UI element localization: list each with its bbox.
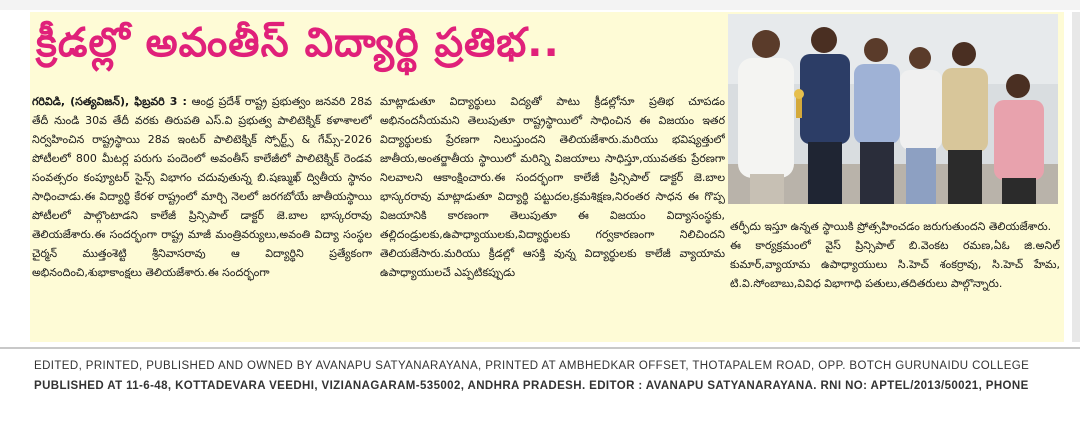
column-3-paragraph-2: ఈ కార్యక్రమంలో వైస్ ప్రిన్సిపాల్ బి.వెంకట రమణ,ఏఓ జి.అనిల్ కుమార్,వ్యాయామ ఉపాధ్యాయులు సి.హెచ్ శంకర్రావు, సి.హెచ్ హేమ, టి.వి.సోంబాబు,వివిధ విభాగాధి పతులు,తదితరులు పాల్గొన్నారు. bbox=[730, 239, 1060, 290]
group-photo-image bbox=[728, 14, 1058, 204]
article-photo bbox=[728, 14, 1058, 204]
imprint-line-1: EDITED, PRINTED, PUBLISHED AND OWNED BY AVANAPU SATYANARAYANA, PRINTED AT AMBHEDKAR OFFSET, THOTAPALEM ROAD, OPP. BOTCH GURUNAIDU COLLEGE bbox=[34, 360, 1030, 372]
article-headline: క్రీడల్లో అవంతీస్ విద్యార్థి ప్రతిభ.. bbox=[36, 20, 560, 66]
dateline: గరివిడి, (సత్యవిజన్), ఫిబ్రవరి 3 : bbox=[32, 95, 187, 108]
article-column-3 bbox=[730, 217, 1060, 342]
article-column-1 bbox=[32, 92, 372, 342]
top-strip bbox=[0, 0, 1080, 10]
column-3-paragraph-1: తర్ఫీదు ఇస్తూ ఉన్నత స్థాయికి ప్రోత్సహించడం జరుగుతుందని తెలియజేశారు. bbox=[730, 220, 1052, 233]
column-1-text: ఆంధ్ర ప్రదేశ్ రాష్ట్ర ప్రభుత్వం జనవరి 28వ తేదీ నుండి 30వ తేదీ వరకు తిరుపతి ఎస్.వి ప్రభుత్వ పాలిటెక్నిక్ కళాశాలలో నిర్వహించిన రాష్ట్రస్థాయి 28వ ఇంటర్ పాలిటెక్నిక్ స్పోర్ట్స్ & గేమ్స్-2026 పోటీలలో 800 మీటర్ల పరుగు పందెంలో అవంతీస్ కాలేజీలో పాలిటెక్నిక్ రెండవ సంవత్సరం కంప్యూటర్ సైన్స్ విభాగం చదువుతున్న బి.షణ్ముఖ్ ద్వితీయ స్థానం సాధించాడు.ఈ విద్యార్థి కేరళ రాష్ట్రంలో మార్చి నెలలో జరగబోయే జాతీయస్థాయి పోటీలలో పాల్గొంటాడని కాలేజీ ప్రిన్సిపాల్ డాక్టర్ జె.బాల భాస్కరరావు తెలియజేశారు.ఈ సందర్భంగా రాష్ట్ర మాజీ మంత్రివర్యులు,అవంతి విద్యా సంస్థల చైర్మన్ ముత్తంశెట్టి శ్రీనివాసరావు ఆ విద్యార్థిని ప్రత్యేకంగా అభినందించి,శుభాకాంక్షలు తెలియజేశారు.ఈ సందర్భంగా bbox=[32, 95, 372, 279]
footer-divider bbox=[0, 347, 1080, 349]
article-column-2: మాట్లాడుతూ విద్యార్థులు విద్యతో పాటు క్రీడల్లోనూ ప్రతిభ చూపడం అభినందనీయమని తెలుపుతూ రాష్ట్రస్థాయిలో సాధించిన ఈ విజయం ఇతర విద్యార్థులకు ప్రేరణగా నిలుస్తుందని తెలియజేశారు.మరియు భవిష్యత్తులో జాతీయ,అంతర్జాతీయ స్థాయిలో మరిన్ని విజయాలు సాధిస్తూ,యువతకు ప్రేరణగా నిలవాలని ఆకాంక్షించారు.ఈ సందర్భంగా కాలేజీ ప్రిన్సిపాల్ డాక్టర్ జె.బాల భాస్కరరావు మాట్లాడుతూ విద్యార్థి పట్టుదల,క్రమశిక్షణ,నిరంతర సాధన ఈ గొప్ప విజయానికి కారణంగా తెలుపుతూ ఈ విజయం విద్యాసంస్థకు, తల్లిదండ్రులకు,ఉపాధ్యాయులకు,విద్యార్థులకు గర్వకారణంగా నిలిచిందని తెలియజేసారు.మరియు క్రీడల్లో ఆసక్తి వున్న విద్యార్థులకు కాలేజీ వ్యాయామ ఉపాధ్యాయులచే ఎప్పటికప్పుడు bbox=[380, 95, 725, 279]
page-edge bbox=[1072, 12, 1080, 342]
imprint-line-2: PUBLISHED AT 11-6-48, KOTTADEVARA VEEDHI, VIZIANAGARAM-535002, ANDHRA PRADESH. EDITOR : AVANAPU SATYANARAYANA. RNI NO: APTEL/2013/50021, PHONE bbox=[34, 380, 1029, 392]
